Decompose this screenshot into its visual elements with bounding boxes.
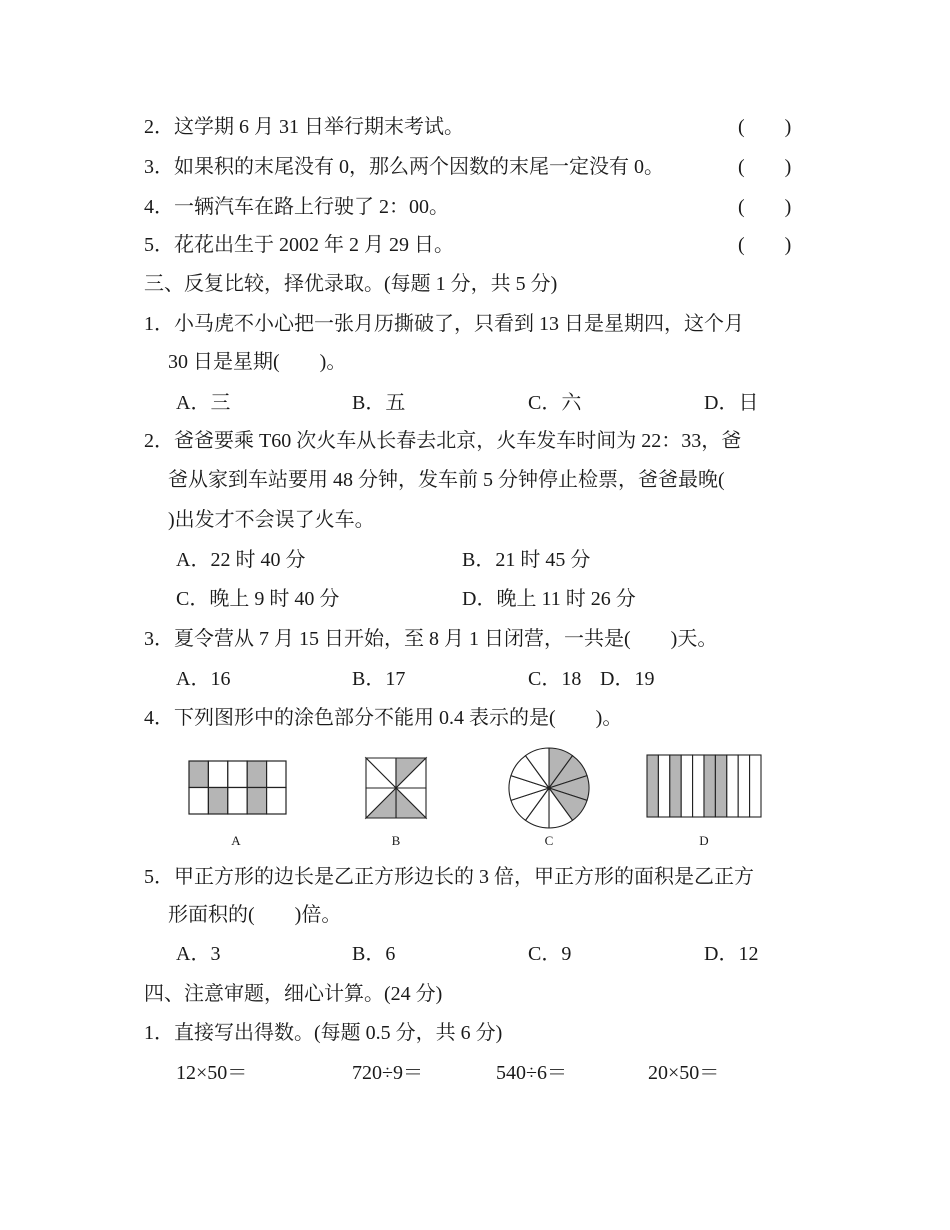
q1-option-c[interactable]: C．六 [528, 392, 582, 414]
figure-b-square[interactable] [365, 757, 427, 819]
strip-4 [681, 755, 692, 817]
grid-cell-r0-c4 [267, 761, 286, 788]
strip-7 [715, 755, 726, 817]
q4-line1: 4．下列图形中的涂色部分不能用 0.4 表示的是( )。 [144, 707, 623, 729]
q2-option-c[interactable]: C．晚上 9 时 40 分 [176, 588, 340, 610]
figure-c-label: C [544, 833, 554, 848]
judge-item-5: 5．花花出生于 2002 年 2 月 29 日。 [144, 234, 454, 256]
q3-line1: 3．夏令营从 7 月 15 日开始，至 8 月 1 日闭营，一共是( )天。 [144, 628, 718, 650]
figure-d-label: D [699, 833, 709, 848]
figure-d-strips[interactable] [646, 754, 762, 818]
judge-bracket-2[interactable]: ( ) [738, 116, 792, 138]
q2-line1: 2．爸爸要乘 T60 次火车从长春去北京，火车发车时间为 22：33，爸 [144, 430, 742, 452]
figure-c-circle[interactable] [507, 746, 591, 830]
grid-cell-r0-c0 [189, 761, 208, 788]
q5-option-d[interactable]: D．12 [704, 943, 759, 965]
grid-cell-r1-c1 [208, 788, 227, 815]
q1-line1: 1．小马虎不小心把一张月历撕破了，只看到 13 日是星期四，这个月 [144, 313, 744, 335]
q1-line2: 30 日是星期( )。 [168, 351, 347, 373]
q1-option-a[interactable]: A．三 [176, 392, 231, 414]
grid-cell-r0-c2 [228, 761, 247, 788]
q5-option-c[interactable]: C．9 [528, 943, 572, 965]
judge-item-2: 2．这学期 6 月 31 日举行期末考试。 [144, 116, 464, 138]
q3-option-c[interactable]: C．18 [528, 668, 582, 690]
grid-cell-r0-c3 [247, 761, 266, 788]
grid-cell-r0-c1 [208, 761, 227, 788]
judge-bracket-5[interactable]: ( ) [738, 234, 792, 256]
strip-5 [693, 755, 704, 817]
calc-item-3[interactable]: 540÷6＝ [496, 1062, 567, 1084]
calc-item-4[interactable]: 20×50＝ [648, 1062, 720, 1084]
figure-b-label: B [391, 833, 401, 848]
q5-option-b[interactable]: B．6 [352, 943, 396, 965]
q1-option-b[interactable]: B．五 [352, 392, 406, 414]
q2-line2: 爸从家到车站要用 48 分钟，发车前 5 分钟停止检票，爸爸最晚( [168, 469, 725, 491]
judge-bracket-3[interactable]: ( ) [738, 156, 792, 178]
grid-cell-r1-c3 [247, 788, 266, 815]
grid-cell-r1-c4 [267, 788, 286, 815]
grid-cell-r1-c0 [189, 788, 208, 815]
strip-10 [750, 755, 761, 817]
judge-bracket-4[interactable]: ( ) [738, 196, 792, 218]
q2-line3: )出发才不会误了火车。 [168, 509, 375, 531]
calc-item-1[interactable]: 12×50＝ [176, 1062, 248, 1084]
judge-item-4: 4．一辆汽车在路上行驶了 2：00。 [144, 196, 449, 218]
q2-option-a[interactable]: A．22 时 40 分 [176, 549, 306, 571]
q2-option-d[interactable]: D．晚上 11 时 26 分 [462, 588, 636, 610]
figure-a-grid[interactable] [188, 760, 286, 814]
judge-item-3: 3．如果积的末尾没有 0，那么两个因数的末尾一定没有 0。 [144, 156, 664, 178]
q2-option-b[interactable]: B．21 时 45 分 [462, 549, 591, 571]
q3-option-b[interactable]: B．17 [352, 668, 406, 690]
q3-option-a[interactable]: A．16 [176, 668, 231, 690]
q5-option-a[interactable]: A．3 [176, 943, 221, 965]
strip-6 [704, 755, 715, 817]
grid-cell-r1-c2 [228, 788, 247, 815]
strip-9 [738, 755, 749, 817]
q5-line1: 5．甲正方形的边长是乙正方形边长的 3 倍，甲正方形的面积是乙正方 [144, 866, 754, 888]
section3-heading: 三、反复比较，择优录取。(每题 1 分，共 5 分) [144, 273, 558, 295]
strip-8 [727, 755, 738, 817]
section4-heading: 四、注意审题，细心计算。(24 分) [144, 983, 443, 1005]
figure-a-label: A [231, 833, 241, 848]
calc-item-2[interactable]: 720÷9＝ [352, 1062, 423, 1084]
q3-option-d[interactable]: D．19 [600, 668, 655, 690]
strip-3 [670, 755, 681, 817]
strip-1 [647, 755, 658, 817]
q5-line2: 形面积的( )倍。 [168, 904, 342, 926]
strip-2 [658, 755, 669, 817]
s4-q1-line1: 1．直接写出得数。(每题 0.5 分，共 6 分) [144, 1022, 503, 1044]
q1-option-d[interactable]: D．日 [704, 392, 759, 414]
